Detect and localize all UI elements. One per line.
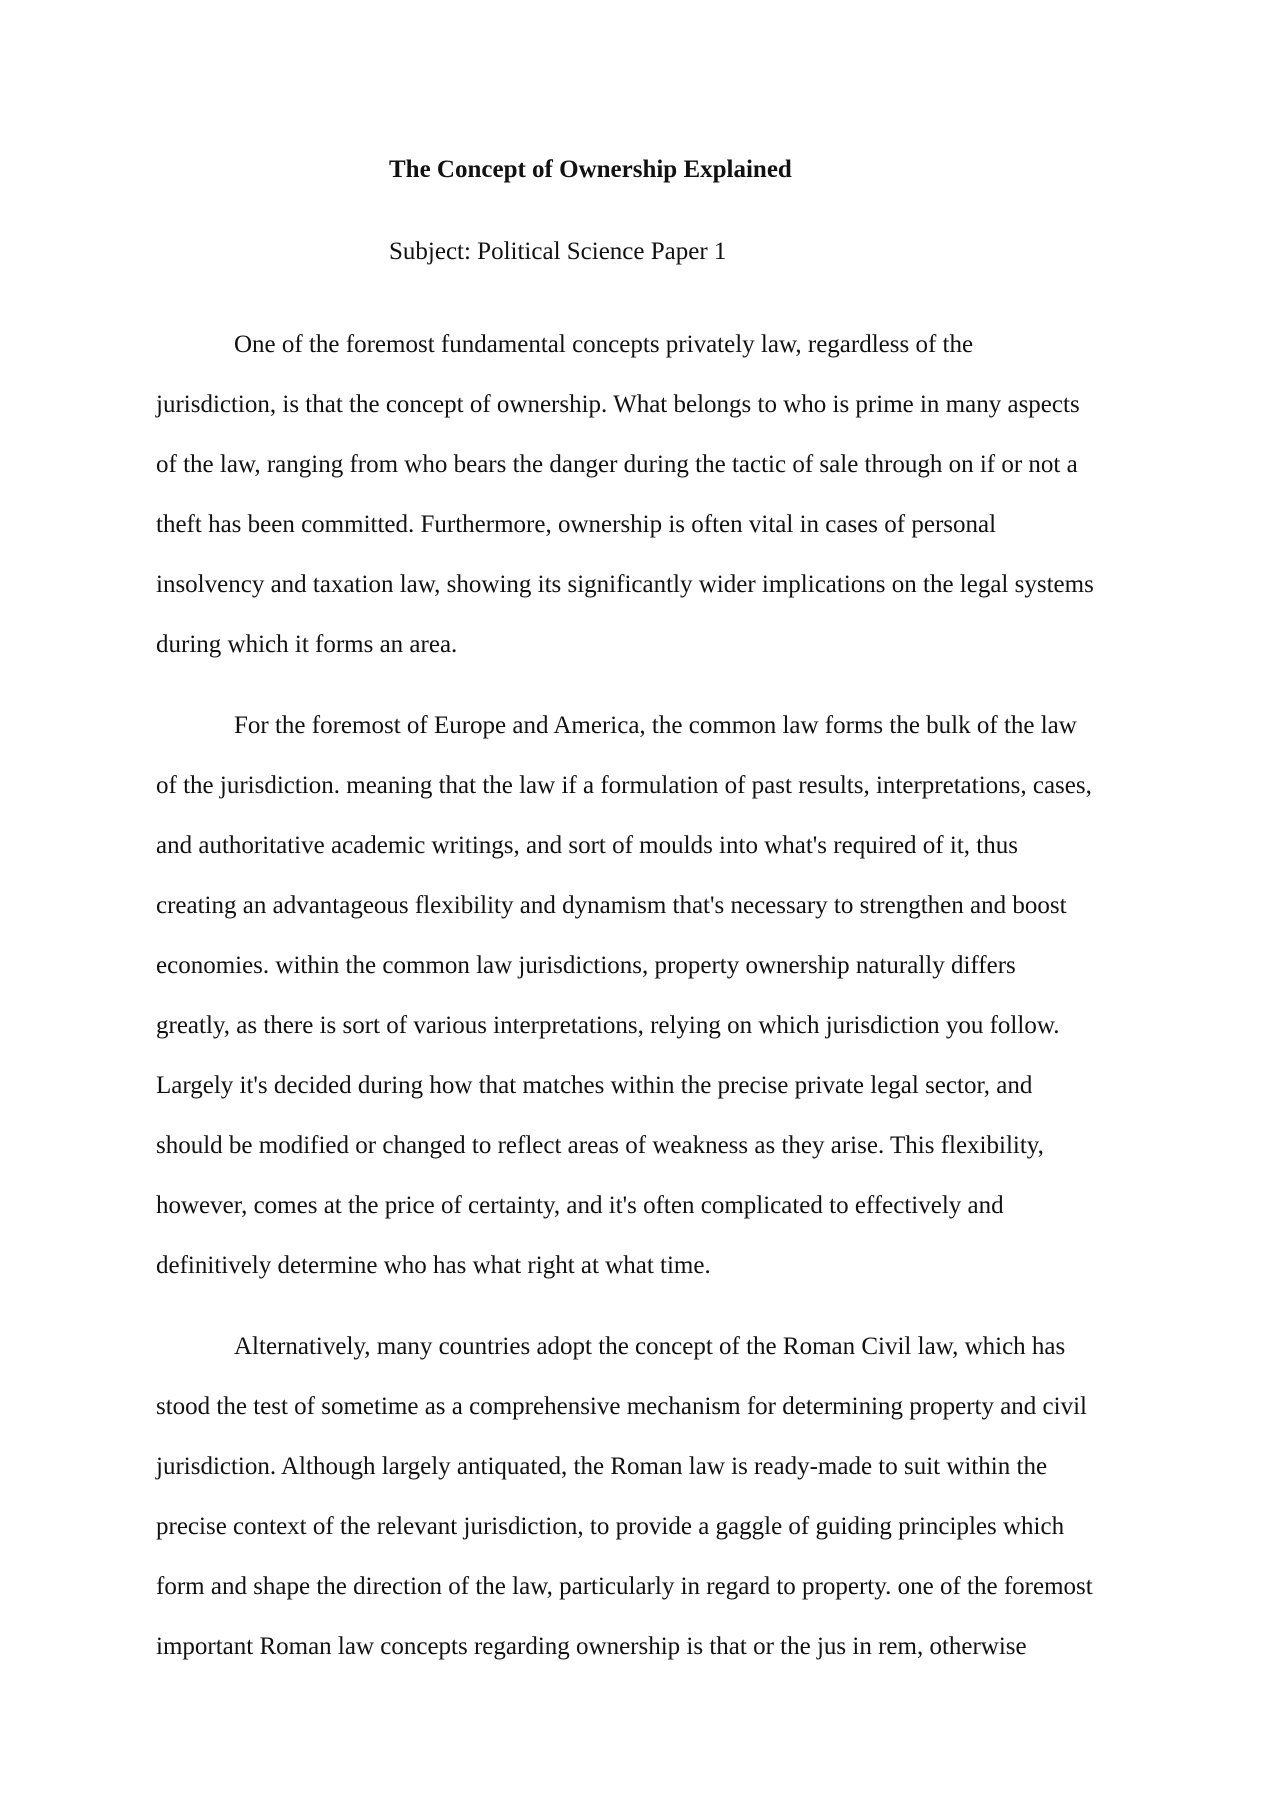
paragraph-line: and authoritative academic writings, and sort of moulds into what's required of it, thus bbox=[156, 832, 1018, 859]
paragraph-line: One of the foremost fundamental concepts privately law, regardless of the bbox=[234, 331, 974, 358]
paragraph-2 bbox=[156, 696, 1156, 1296]
paragraph-line: of the law, ranging from who bears the danger during the tactic of sale through on if or not a bbox=[156, 451, 1078, 478]
paragraph-line: Largely it's decided during how that matches within the precise private legal sector, and bbox=[156, 1072, 1033, 1099]
document-subject: Subject: Political Science Paper 1 bbox=[389, 238, 727, 265]
paragraph-line: jurisdiction, is that the concept of ownership. What belongs to who is prime in many aspects bbox=[156, 391, 1080, 418]
paragraph-line: definitively determine who has what right at what time. bbox=[156, 1252, 711, 1279]
paragraph-1 bbox=[156, 315, 1156, 675]
paragraph-line: form and shape the direction of the law, particularly in regard to property. one of the foremost bbox=[156, 1573, 1093, 1600]
paragraph-line: important Roman law concepts regarding ownership is that or the jus in rem, otherwise bbox=[156, 1633, 1027, 1660]
paragraph-line: For the foremost of Europe and America, the common law forms the bulk of the law bbox=[234, 712, 1077, 739]
document-body bbox=[156, 315, 1156, 1698]
paragraph-line: stood the test of sometime as a comprehensive mechanism for determining property and civil bbox=[156, 1393, 1087, 1420]
paragraph-line: creating an advantageous flexibility and dynamism that's necessary to strengthen and boost bbox=[156, 892, 1067, 919]
paragraph-line: greatly, as there is sort of various interpretations, relying on which jurisdiction you follow. bbox=[156, 1012, 1060, 1039]
paragraph-line: however, comes at the price of certainty, and it's often complicated to effectively and bbox=[156, 1192, 1004, 1219]
paragraph-line: during which it forms an area. bbox=[156, 631, 458, 658]
paragraph-line: of the jurisdiction. meaning that the law if a formulation of past results, interpretations, cases, bbox=[156, 772, 1092, 799]
paragraph-line: theft has been committed. Furthermore, ownership is often vital in cases of personal bbox=[156, 511, 997, 538]
paragraph-3 bbox=[156, 1317, 1156, 1677]
paragraph-line: economies. within the common law jurisdictions, property ownership naturally differs bbox=[156, 952, 1016, 979]
paragraph-line: jurisdiction. Although largely antiquated, the Roman law is ready-made to suit within the bbox=[156, 1453, 1048, 1480]
paragraph-line: should be modified or changed to reflect areas of weakness as they arise. This flexibility, bbox=[156, 1132, 1044, 1159]
paragraph-line: insolvency and taxation law, showing its significantly wider implications on the legal systems bbox=[156, 571, 1094, 598]
document-title: The Concept of Ownership Explained bbox=[389, 156, 792, 183]
paragraph-line: precise context of the relevant jurisdiction, to provide a gaggle of guiding principles which bbox=[156, 1513, 1065, 1540]
paragraph-line: Alternatively, many countries adopt the concept of the Roman Civil law, which has bbox=[234, 1333, 1066, 1360]
